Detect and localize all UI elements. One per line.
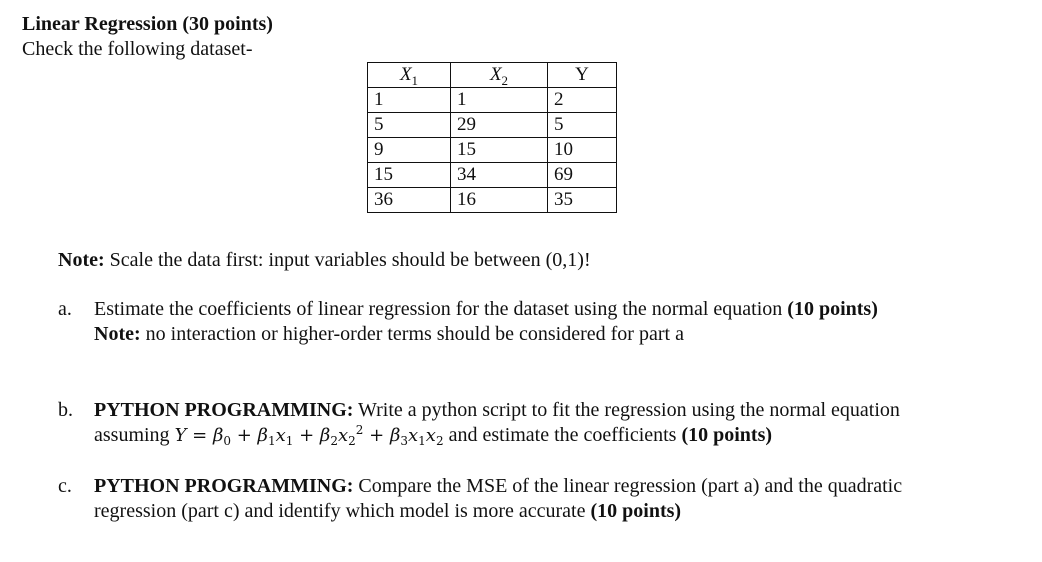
question-text: and estimate the coefficients	[443, 424, 682, 446]
question-text: Write a python script to fit the regression using the normal equation	[353, 399, 900, 421]
regression-equation: $Y = \beta_0 + \beta_1x_1 + \beta_2x_2^2 + \beta_3x_1x_2$	[174, 423, 444, 448]
cell-x1: 36	[368, 188, 451, 213]
question-body	[94, 474, 902, 524]
intro-text: Check the following dataset-	[22, 38, 253, 60]
question-label: PYTHON PROGRAMMING:	[94, 399, 354, 421]
cell-x1: 9	[368, 138, 451, 163]
cell-x2: 1	[451, 88, 548, 113]
question-text: Estimate the coefficients of linear regression for the dataset using the normal equation	[94, 298, 788, 320]
question-line	[94, 322, 878, 347]
scaling-note	[58, 248, 591, 272]
table-row	[368, 138, 617, 163]
question-marker: a.	[58, 298, 72, 320]
question-marker: c.	[58, 475, 72, 497]
table-row	[368, 188, 617, 213]
question-points: (10 points)	[681, 424, 773, 446]
cell-x2: 15	[451, 138, 548, 163]
table-row	[368, 113, 617, 138]
header-x1: $X_1$	[368, 63, 451, 88]
question-body	[94, 398, 900, 448]
question-text: assuming	[94, 424, 175, 446]
question-label: PYTHON PROGRAMMING:	[94, 475, 354, 497]
question-line	[94, 297, 878, 322]
cell-x1: 15	[368, 163, 451, 188]
cell-y: 5	[548, 113, 617, 138]
question-text: regression (part c) and identify which model is more accurate	[94, 500, 591, 522]
note-label: Note:	[94, 323, 141, 345]
question-line	[94, 499, 902, 524]
cell-x1: 5	[368, 113, 451, 138]
question-points: (10 points)	[590, 500, 682, 522]
cell-y: 2	[548, 88, 617, 113]
note-text: Scale the data first: input variables should be between (0,1)!	[104, 249, 591, 271]
question-text: no interaction or higher-order terms should be considered for part a	[140, 323, 684, 345]
note-label: Note:	[58, 249, 105, 271]
question-points: (10 points)	[787, 298, 878, 320]
question-marker: b.	[58, 399, 73, 421]
question-line	[94, 398, 900, 423]
question-text: Compare the MSE of the linear regression (part a) and the quadratic	[353, 475, 903, 497]
table-row	[368, 163, 617, 188]
question-line	[94, 474, 902, 499]
cell-x2: 29	[451, 113, 548, 138]
cell-y: 35	[548, 188, 617, 213]
dataset-table	[367, 62, 617, 213]
page-title: Linear Regression (30 points)	[22, 13, 273, 35]
question-line	[94, 423, 900, 448]
header-y: Y	[548, 63, 617, 88]
cell-y: 10	[548, 138, 617, 163]
cell-x2: 16	[451, 188, 548, 213]
table-row	[368, 88, 617, 113]
table-header-row	[368, 63, 617, 88]
cell-y: 69	[548, 163, 617, 188]
question-body	[94, 297, 878, 347]
header-x2: $X_2$	[451, 63, 548, 88]
cell-x1: 1	[368, 88, 451, 113]
cell-x2: 34	[451, 163, 548, 188]
